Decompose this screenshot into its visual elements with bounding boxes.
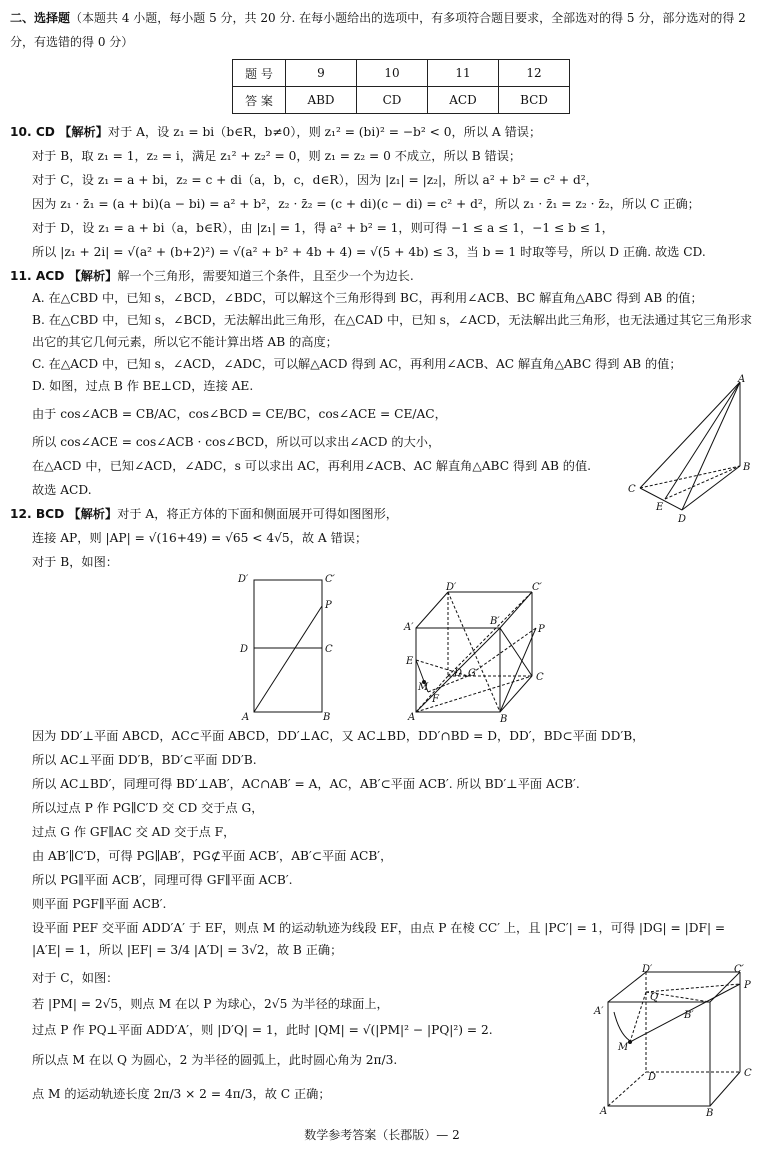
- cube1-label-e: E: [406, 656, 414, 667]
- q10-line-1: [10, 124, 541, 140]
- section-desc-1: （本题共 4 小题，每小题 5 分，共 20 分. 在每小题给出的选项中，有多项符合题目要求，全部选对的得 5 分，部分选对的得 2: [70, 11, 746, 25]
- pyramid-figure: [620, 372, 760, 532]
- net-label-b: B: [323, 712, 331, 723]
- q12-line-3: 对于 B，如图：: [32, 555, 118, 569]
- q10-line-4: 因为 z₁ · z̄₁ = (a + bi)(a − bi) = a² + b²，z₂ · z̄₂ = (c + di)(c − di) = c² + d²，所以 z₁ · z̄₁ = z₂ · z̄₂，所以 C 正确；: [32, 197, 700, 211]
- cube1-label-g: G: [468, 668, 476, 679]
- q10-tag: 10. CD 【解析】: [10, 125, 108, 139]
- cube2-label-c-prime: C′: [734, 964, 744, 975]
- q11-line-1: [10, 268, 414, 284]
- cube1-label-d: D: [454, 668, 463, 679]
- q12-text: 对于 A，将正方体的下面和侧面展开可得如图图形，: [117, 507, 398, 521]
- q10-text: 对于 A，设 z₁ = bi（b∈R，b≠0），则 z₁² = (bi)² = −b² < 0，所以 A 错误；: [107, 125, 542, 139]
- pyramid-label-d: D: [678, 514, 687, 525]
- answer-table: [232, 59, 570, 114]
- cube2-label-q: Q: [650, 992, 659, 1003]
- net-label-d: D: [240, 644, 249, 655]
- table-cell: ABD: [286, 87, 357, 114]
- cube-figure-2: [590, 962, 758, 1122]
- q12-line-4: 因为 DD′⊥平面 ABCD，AC⊂平面 ABCD，DD′⊥AC，又 AC⊥BD，DD′∩BD = D，DD′，BD⊂平面 DD′B，: [32, 729, 645, 743]
- cube1-label-f: F: [432, 694, 439, 705]
- unfolded-net-figure: [234, 568, 344, 726]
- q12-line-10: 所以 PG∥平面 ACB′，同理可得 GF∥平面 ACB′.: [32, 873, 293, 887]
- q12-line-9: 由 AB′∥C′D，可得 PG∥AB′，PG⊄平面 ACB′，AB′⊂平面 ACB′，: [32, 849, 393, 863]
- q12-line-6: 所以 AC⊥BD′，同理可得 BD′⊥AB′，AC∩AB′ = A，AC，AB′⊂平面 ACB′. 所以 BD′⊥平面 ACB′.: [32, 777, 580, 791]
- table-cell: CD: [357, 87, 428, 114]
- section-header: [10, 10, 746, 26]
- q10-line-6: 所以 |z₁ + 2i| = √(a² + (b+2)²) = √(a² + b² + 4b + 4) = √(5 + 4b) ≤ 3，当 b = 1 时取等号，所以 D 正确. 故选 CD.: [32, 245, 706, 259]
- cube2-label-d-prime: D′: [642, 964, 653, 975]
- net-label-c: C: [325, 644, 333, 655]
- q11-line-4: 出它的其它几何元素，所以它不能计算出塔 AB 的高度；: [32, 335, 338, 349]
- q12-line-14: 对于 C，如图：: [32, 971, 119, 985]
- q12-line-17: 所以点 M 在以 Q 为圆心，2 为半径的圆弧上，此时圆心角为 2π/3.: [32, 1053, 398, 1067]
- q12-line-12: 设平面 PEF 交平面 ADD′A′ 于 EF，则点 M 的运动轨迹为线段 EF，由点 P 在棱 CC′ 上，且 |PC′| = 1，可得 |DG| = |DF| =: [32, 921, 726, 935]
- cube2-label-b: B: [706, 1108, 714, 1119]
- q12-line-2: 连接 AP，则 |AP| = √(16+49) = √65 < 4√5，故 A 错误；: [32, 531, 368, 545]
- cube1-label-c: C: [536, 672, 544, 683]
- q12-line-7: 所以过点 P 作 PG∥C′D 交 CD 交于点 G，: [32, 801, 264, 815]
- table-cell: 12: [499, 60, 570, 87]
- cube1-label-c-prime: C′: [532, 582, 542, 593]
- pyramid-label-c: C: [628, 484, 636, 495]
- pyramid-label-b: B: [743, 462, 751, 473]
- q11-line-8: 所以 cos∠ACE = cos∠ACB · cos∠BCD，所以可以求出∠ACD 的大小，: [32, 435, 441, 449]
- q12-line-8: 过点 G 作 GF∥AC 交 AD 交于点 F，: [32, 825, 236, 839]
- q11-line-9: 在△ACD 中，已知∠ACD，∠ADC，s 可以求出 AC，再利用∠ACB、AC 解直角△ABC 得到 AB 的值.: [32, 459, 592, 473]
- table-cell: BCD: [499, 87, 570, 114]
- q10-line-2: 对于 B，取 z₁ = 1，z₂ = i，满足 z₁² + z₂² = 0，则 z₁ = z₂ = 0 不成立，所以 B 错误；: [32, 149, 522, 163]
- point-m-2: [628, 1040, 632, 1044]
- q12-line-15: 若 |PM| = 2√5，则点 M 在以 P 为球心，2√5 为半径的球面上，: [32, 997, 389, 1011]
- pyramid-label-e: E: [656, 502, 664, 513]
- table-cell: 答 案: [233, 87, 286, 114]
- cube2-label-d: D: [648, 1072, 657, 1083]
- q12-tag: 12. BCD 【解析】: [10, 507, 118, 521]
- cube1-label-b-prime: B′: [490, 616, 500, 627]
- cube2-label-b-prime: B′: [684, 1010, 694, 1021]
- q11-text: 解一个三角形，需要知道三个条件，且至少一个为边长.: [117, 269, 414, 283]
- cube1-label-b: B: [500, 714, 508, 725]
- q11-tag: 11. ACD 【解析】: [10, 269, 118, 283]
- cube2-label-m: M: [618, 1042, 629, 1053]
- cube1-label-m: M: [418, 682, 429, 693]
- q12-line-5: 所以 AC⊥平面 DD′B，BD′⊂平面 DD′B.: [32, 753, 257, 767]
- q10-line-3: 对于 C，设 z₁ = a + bi，z₂ = c + di（a，b，c，d∈R），因为 |z₁| = |z₂|，所以 a² + b² = c² + d²，: [32, 173, 598, 187]
- cube-figure-1: [398, 580, 558, 726]
- q11-line-7: 由于 cos∠ACB = CB/AC，cos∠BCD = CE/BC，cos∠ACE = CE/AC，: [32, 407, 447, 421]
- section-title: 二、选择题: [10, 11, 71, 25]
- table-row: [233, 60, 570, 87]
- table-cell: 9: [286, 60, 357, 87]
- q11-line-6: D. 如图，过点 B 作 BE⊥CD，连接 AE.: [32, 379, 254, 393]
- page-footer: 数学参考答案（长郡版）— 2: [304, 1128, 460, 1142]
- q11-line-10: 故选 ACD.: [32, 483, 92, 497]
- q12-line-16: 过点 P 作 PQ⊥平面 ADD′A′，则 |D′Q| = 1，此时 |QM| = √(|PM|² − |PQ|²) = 2.: [32, 1023, 493, 1037]
- table-cell: 题 号: [233, 60, 286, 87]
- cube2-label-a-prime: A′: [594, 1006, 604, 1017]
- net-label-p: P: [325, 600, 332, 611]
- cube2-label-a: A: [600, 1106, 608, 1117]
- q12-line-18: 点 M 的运动轨迹长度 2π/3 × 2 = 4π/3，故 C 正确；: [32, 1087, 331, 1101]
- cube2-label-p: P: [744, 980, 751, 991]
- q11-line-2: A. 在△CBD 中，已知 s，∠BCD，∠BDC，可以解这个三角形得到 BC，再利用∠ACB、BC 解直角△ABC 得到 AB 的值；: [32, 291, 703, 305]
- cube2-label-c: C: [744, 1068, 752, 1079]
- net-label-c-prime: C′: [325, 574, 335, 585]
- section-desc-2: 分，有选错的得 0 分）: [10, 35, 134, 49]
- q12-line-11: 则平面 PGF∥平面 ACB′.: [32, 897, 167, 911]
- q10-line-5: 对于 D，设 z₁ = a + bi（a，b∈R），由 |z₁| = 1，得 a² + b² = 1，则可得 −1 ≤ a ≤ 1，−1 ≤ b ≤ 1，: [32, 221, 614, 235]
- cube1-label-p: P: [538, 624, 545, 635]
- table-cell: 10: [357, 60, 428, 87]
- net-label-d-prime: D′: [238, 574, 249, 585]
- pyramid-label-a: A: [738, 374, 746, 385]
- cube1-label-a-prime: A′: [404, 622, 414, 633]
- q11-line-5: C. 在△ACD 中，已知 s，∠ACD，∠ADC，可以解△ACD 得到 AC，再利用∠ACB、AC 解直角△ABC 得到 AB 的值；: [32, 357, 682, 371]
- q11-line-3: B. 在△CBD 中，已知 s，∠BCD，无法解出此三角形，在△CAD 中，已知 s，∠ACD，无法解出此三角形，也无法通过其它三角形求: [32, 313, 753, 327]
- table-cell: 11: [428, 60, 499, 87]
- net-label-a: A: [242, 712, 250, 723]
- cube1-label-a: A: [408, 712, 416, 723]
- q12-line-1: [10, 506, 398, 522]
- cube1-label-d-prime: D′: [446, 582, 457, 593]
- table-cell: ACD: [428, 87, 499, 114]
- q12-line-13: |A′E| = 1，所以 |EF| = 3/4 |A′D| = 3√2，故 B 正确；: [32, 943, 343, 957]
- table-row: [233, 87, 570, 114]
